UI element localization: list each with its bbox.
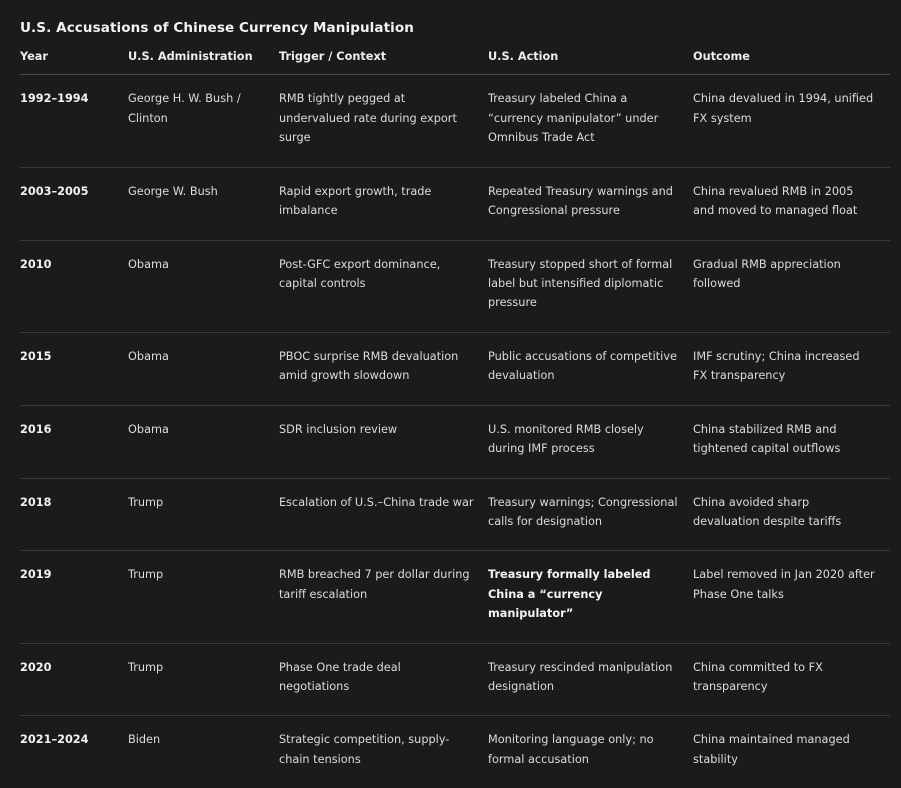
cell-trigger: PBOC surprise RMB devaluation amid growth slowdown [279,332,488,405]
column-header-administration: U.S. Administration [128,49,279,75]
table-row [20,75,890,167]
column-header-year: Year [20,49,128,75]
page-title: U.S. Accusations of Chinese Currency Manipulation [20,20,414,36]
cell-trigger: Rapid export growth, trade imbalance [279,167,488,240]
cell-outcome: China devalued in 1994, unified FX system [693,75,890,167]
cell-year: 2003–2005 [20,167,128,240]
column-header-trigger: Trigger / Context [279,49,488,75]
cell-outcome: Label removed in Jan 2020 after Phase One talks [693,551,890,643]
cell-trigger: Escalation of U.S.–China trade war [279,478,488,551]
cell-action: Treasury labeled China a “currency manipulator” under Omnibus Trade Act [488,75,693,167]
cell-administration: Trump [128,551,279,643]
cell-outcome: China avoided sharp devaluation despite tariffs [693,478,890,551]
cell-year: 2020 [20,643,128,716]
cell-outcome: IMF scrutiny; China increased FX transparency [693,332,890,405]
table-row [20,643,890,716]
cell-action: Treasury formally labeled China a “currency manipulator” [488,551,693,643]
table-body [20,75,890,788]
column-header-outcome: Outcome [693,49,890,75]
cell-trigger: SDR inclusion review [279,405,488,478]
cell-action: Treasury stopped short of formal label but intensified diplomatic pressure [488,240,693,332]
cell-year: 2021–2024 [20,733,89,747]
cell-administration: George H. W. Bush / Clinton [128,75,279,167]
table-row [20,405,890,478]
cell-outcome: China revalued RMB in 2005 and moved to managed float [693,167,890,240]
cell-outcome: China stabilized RMB and tightened capital outflows [693,405,890,478]
cell-action: U.S. monitored RMB closely during IMF process [488,405,693,478]
cell-year: 2016 [20,405,128,478]
cell-trigger: RMB tightly pegged at undervalued rate during export surge [279,75,488,167]
cell-outcome: China maintained managed stability [693,733,850,766]
cell-administration: Trump [128,478,279,551]
cell-year: 2015 [20,332,128,405]
cell-trigger: RMB breached 7 per dollar during tariff escalation [279,551,488,643]
cell-action: Monitoring language only; no formal accusation [488,733,654,766]
cell-trigger: Phase One trade deal negotiations [279,643,488,716]
cell-trigger: Strategic competition, supply-chain tensions [279,733,450,766]
cell-administration: Obama [128,240,279,332]
table-row [20,332,890,405]
currency-manipulation-table [20,49,890,788]
table-header [20,49,890,75]
column-header-action: U.S. Action [488,49,693,75]
cell-action: Repeated Treasury warnings and Congressional pressure [488,167,693,240]
table-row [20,716,890,788]
cell-year: 2018 [20,478,128,551]
cell-administration: George W. Bush [128,167,279,240]
cell-trigger: Post-GFC export dominance, capital controls [279,240,488,332]
table-row [20,551,890,643]
table-row [20,167,890,240]
cell-administration: Obama [128,405,279,478]
table-row [20,240,890,332]
cell-year: 1992–1994 [20,75,128,167]
cell-year: 2019 [20,551,128,643]
cell-administration: Obama [128,332,279,405]
cell-year: 2010 [20,240,128,332]
cell-action: Treasury warnings; Congressional calls for designation [488,478,693,551]
cell-outcome: Gradual RMB appreciation followed [693,240,890,332]
cell-administration: Trump [128,643,279,716]
cell-outcome: China committed to FX transparency [693,643,890,716]
table-header-row [20,49,890,75]
table-row [20,478,890,551]
cell-action: Treasury rescinded manipulation designation [488,643,693,716]
cell-action: Public accusations of competitive devaluation [488,332,693,405]
cell-administration: Biden [128,733,161,747]
